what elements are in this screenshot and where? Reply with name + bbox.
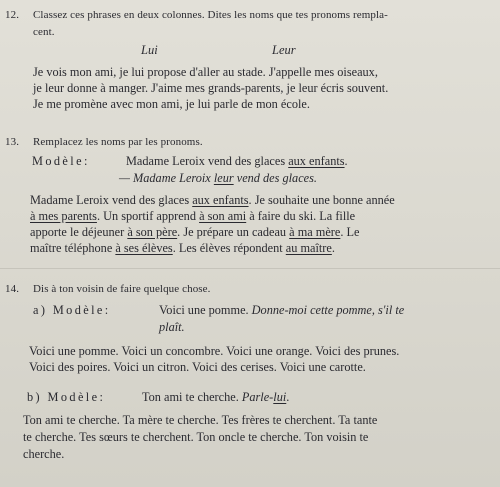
ex13-line-3-text-2: . Je prépare un cadeau — [177, 225, 290, 239]
ex13-line-2 — [30, 210, 355, 222]
ex14a-line-1: Voici une pomme. Voici un concombre. Voici une orange. Voici des prunes. — [29, 344, 400, 358]
ex12-sentence-line-2: je leur donne à manger. J'aime mes grands-parents, je leur écris souvent. — [33, 81, 389, 95]
ex12-instruction-line-1: Classez ces phrases en deux colonnes. Dites les noms que tes pronoms rempla- — [33, 9, 388, 21]
ex13-number: 13. — [5, 136, 20, 148]
ex14-instruction: Dis à ton voisin de faire quelque chose. — [33, 283, 211, 295]
ex14b-line-1: Ton ami te cherche. Ta mère te cherche. Tes frères te cherchent. Ta tante — [23, 413, 378, 427]
ex13-line-3-text-1: apporte le déjeuner — [30, 225, 128, 239]
ex12-sentence-line-3: Je me promène avec mon ami, je lui parle de mon école. — [33, 97, 310, 111]
column-header-leur: Leur — [272, 43, 296, 57]
section-divider — [0, 268, 500, 269]
ex13-line-4-underlined-1: à ses élèves — [115, 241, 173, 255]
ex13-line-3-end: . Le — [340, 225, 360, 239]
ex13-line-1-end: . Je souhaite une bonne année — [248, 193, 395, 207]
ex13-line-4-underlined-2: au maître — [285, 241, 332, 255]
ex14a-model-answer: Donne-moi cette pomme, s'il te — [251, 303, 405, 317]
ex13-line-2-underlined-2: à son ami — [199, 209, 247, 223]
ex13-line-1 — [30, 194, 395, 206]
ex12-number: 12. — [5, 9, 20, 21]
ex13-modele-label: Modèle: — [32, 154, 90, 168]
ex13-line-4-end: . — [331, 241, 335, 255]
ex13-line-4-text-2: . Les élèves répondent — [172, 241, 286, 255]
ex14a-model-line-2: plaît. — [159, 320, 185, 334]
ex14a-modele-label: a) Modèle: — [33, 303, 111, 317]
ex13-model-text: Madame Leroix vend des glaces — [126, 154, 289, 168]
ex13-line-3 — [30, 226, 360, 238]
ex13-answer-pronoun: leur — [213, 171, 234, 185]
ex14b-model-answer: Parle- — [241, 390, 274, 404]
ex14b-line-2: te cherche. Tes sœurs te cherchent. Ton oncle te cherche. Ton voisin te — [23, 430, 369, 444]
ex14b-model — [142, 391, 289, 403]
ex14a-model-line-1 — [159, 304, 404, 316]
ex13-line-2-text-1: . Un sportif apprend — [96, 209, 200, 223]
ex12-instruction-line-2: cent. — [33, 26, 55, 38]
ex13-line-3-underlined-2: à ma mère — [289, 225, 341, 239]
column-header-lui: Lui — [141, 43, 158, 57]
ex14b-model-pronoun: lui — [273, 390, 287, 404]
ex13-answer-text: — Madame Leroix — [119, 171, 214, 185]
ex13-line-4-text-1: maître téléphone — [30, 241, 116, 255]
ex14b-modele-label: b) Modèle: — [27, 390, 106, 404]
ex14a-model-text: Voici une pomme. — [159, 303, 252, 317]
ex13-line-2-underlined-1: à mes parents — [30, 209, 97, 223]
ex13-model-end: . — [344, 154, 348, 168]
ex13-line-1-text: Madame Leroix vend des glaces — [30, 193, 193, 207]
ex13-line-3-underlined-1: à son père — [127, 225, 178, 239]
ex13-model-underlined: aux enfants — [288, 154, 345, 168]
ex13-model-sentence — [126, 155, 348, 167]
ex14-number: 14. — [5, 283, 20, 295]
ex13-instruction: Remplacez les noms par les pronoms. — [33, 136, 203, 148]
ex13-line-2-text-2: à faire du ski. La fille — [246, 209, 356, 223]
ex13-answer-end: vend des glaces. — [233, 171, 317, 185]
ex14b-line-3: cherche. — [23, 447, 65, 461]
ex13-line-1-underlined: aux enfants — [192, 193, 249, 207]
ex13-model-answer — [119, 172, 317, 184]
ex14b-model-end: . — [286, 390, 290, 404]
ex14a-line-2: Voici des poires. Voici un citron. Voici des cerises. Voici une carotte. — [29, 360, 366, 374]
ex14b-model-text: Ton ami te cherche. — [142, 390, 242, 404]
ex12-sentence-line-1: Je vois mon ami, je lui propose d'aller au stade. J'appelle mes oiseaux, — [33, 65, 378, 79]
ex13-line-4 — [30, 242, 335, 254]
